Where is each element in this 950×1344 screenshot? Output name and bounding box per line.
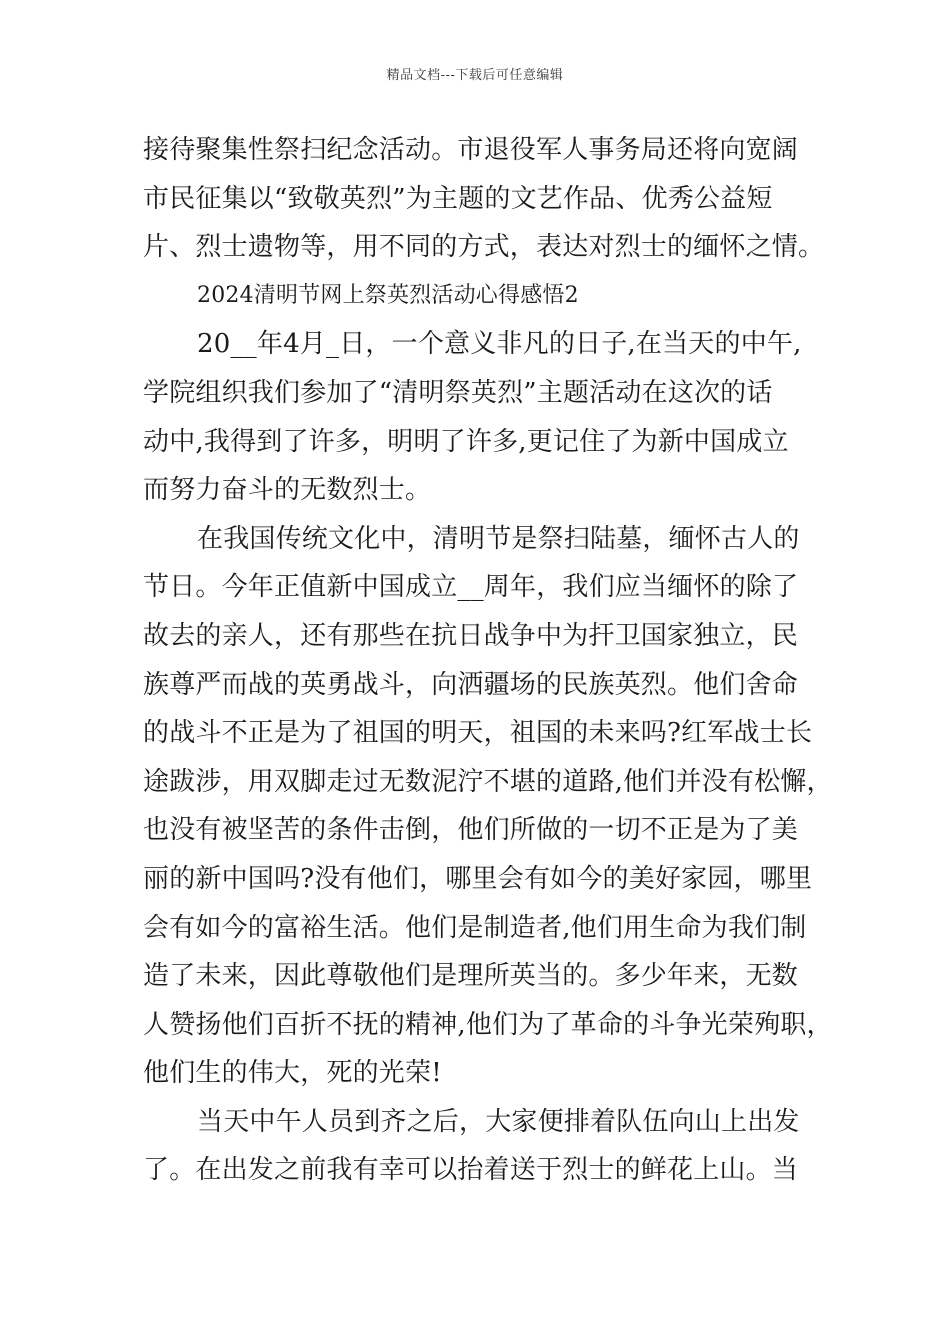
- text-line: 而努力奋斗的无数烈士。: [143, 475, 432, 506]
- text-line: 20__年4月_日，一个意义非凡的日子,在当天的中午,: [197, 329, 802, 360]
- text-line: 也没有被坚苦的条件击倒，他们所做的一切不正是为了美: [143, 815, 799, 846]
- section-heading: 2024清明节网上祭英烈活动心得感悟2: [197, 282, 579, 308]
- text-line: 人赞扬他们百折不抚的精神,他们为了革命的斗争光荣殉职，: [143, 1009, 833, 1040]
- text-line: 他们生的伟大，死的光荣!: [143, 1058, 442, 1089]
- text-line: 族尊严而战的英勇战斗，向洒疆场的民族英烈。他们舍命: [143, 669, 799, 700]
- text-line: 接待聚集性祭扫纪念活动。市退役军人事务局还将向宽阔: [143, 135, 799, 165]
- text-line: 学院组织我们参加了“清明祭英烈”主题活动在这次的话: [143, 377, 773, 408]
- page-header: 精品文档---下载后可任意编辑: [386, 68, 564, 83]
- text-line: 在我国传统文化中，清明节是祭扫陆墓，缅怀古人的: [197, 523, 800, 554]
- text-line: 市民征集以“致敬英烈”为主题的文艺作品、优秀公益短: [143, 183, 773, 214]
- text-line: 故去的亲人，还有那些在抗日战争中为扞卫国家独立，民: [143, 620, 799, 651]
- text-line: 节日。今年正值新中国成立__周年，我们应当缅怀的除了: [143, 572, 799, 603]
- text-line: 的战斗不正是为了祖国的明天，祖国的未来吗?红军战士长: [143, 718, 813, 749]
- text-line: 丽的新中国吗?没有他们，哪里会有如今的美好家园，哪里: [143, 863, 813, 894]
- document-body: [143, 126, 833, 1195]
- text-line: 造了未来，因此尊敬他们是理所英当的。多少年来，无数: [143, 961, 799, 992]
- text-line: 动中,我得到了许多，明明了许多,更记住了为新中国成立: [143, 426, 789, 457]
- text-line: 当天中午人员到齐之后，大家便排着队伍向山上出发: [197, 1106, 800, 1137]
- text-line: 片、烈士遗物等，用不同的方式，表达对烈士的缅怀之情。: [143, 232, 825, 263]
- text-line: 会有如今的富裕生活。他们是制造者,他们用生命为我们制: [143, 912, 807, 943]
- text-line: 了。在出发之前我有幸可以抬着送于烈士的鲜花上山。当: [143, 1155, 799, 1186]
- text-line: 途跋涉，用双脚走过无数泥泞不堪的道路,他们并没有松懈，: [143, 766, 833, 797]
